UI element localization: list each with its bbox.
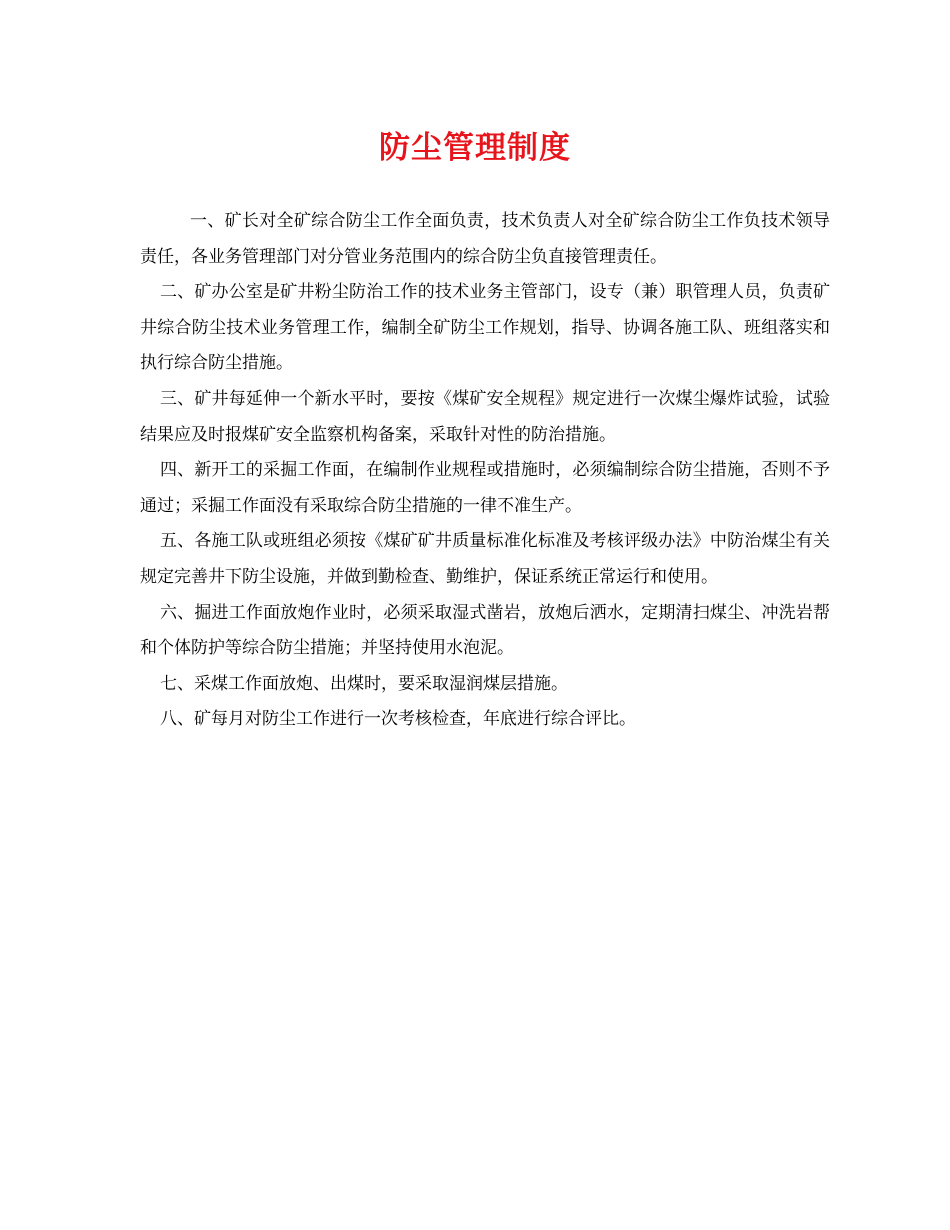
paragraph-3: 三、矿井每延伸一个新水平时，要按《煤矿安全规程》规定进行一次煤尘爆炸试验，试验结果应及时报煤矿安全监察机构备案，采取针对性的防治措施。 bbox=[140, 388, 830, 445]
paragraph-8: 八、矿每月对防尘工作进行一次考核检查，年底进行综合评比。 bbox=[160, 709, 636, 730]
paragraph-4: 四、新开工的采掘工作面，在编制作业规程或措施时，必须编制综合防尘措施，否则不予通过；采掘工作面没有采取综合防尘措施的一律不准生产。 bbox=[140, 460, 830, 516]
paragraph-7: 七、采煤工作面放炮、出煤时，要采取湿润煤层措施。 bbox=[160, 673, 568, 694]
paragraph-2: 二、矿办公室是矿井粉尘防治工作的技术业务主管部门，设专（兼）职管理人员，负责矿井综合防尘技术业务管理工作，编制全矿防尘工作规划，指导、协调各施工队、班组落实和执行综合防尘措施。 bbox=[140, 282, 830, 374]
paragraph-5: 五、各施工队或班组必须按《煤矿矿井质量标准化标准及考核评级办法》中防治煤尘有关规定完善井下防尘设施，并做到勤检查、勤维护，保证系统正常运行和使用。 bbox=[140, 531, 830, 587]
paragraph-6: 六、掘进工作面放炮作业时，必须采取湿式凿岩，放炮后洒水，定期清扫煤尘、冲洗岩帮和个体防护等综合防尘措施；并坚持使用水泡泥。 bbox=[140, 602, 830, 659]
document-body bbox=[140, 204, 830, 738]
document-title: 防尘管理制度 bbox=[379, 130, 571, 166]
paragraph-1: 一、矿长对全矿综合防尘工作全面负责，技术负责人对全矿综合防尘工作负技术领导责任，各业务管理部门对分管业务范围内的综合防尘负直接管理责任。 bbox=[140, 211, 830, 267]
